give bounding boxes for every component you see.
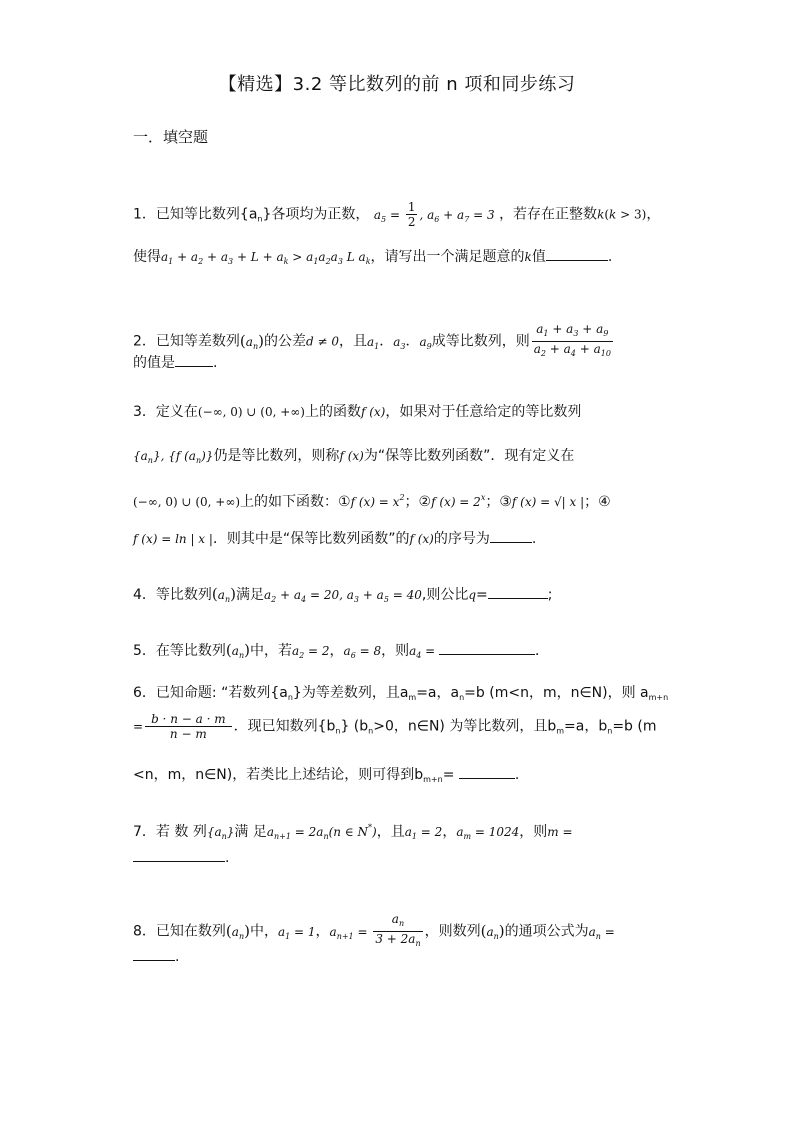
question-2-line-2: 的值是 . — [133, 352, 217, 373]
q1-formula-inequality: $a_1 + a_2 + a_3 + L + a_k > a_1a_2a_3$ L $a_k$ — [161, 250, 371, 266]
q1-formula-k: k — [597, 207, 605, 222]
q2-fraction: $\frac{a_1 + a_3 + a_9}{a_2 + a_4 + a_{10}}$ — [533, 322, 611, 358]
question-1-line-2: 使得$a_1 + a_2 + a_3 + L + a_k > a_1a_2a_3$ L $a_k$，请写出一个满足题意的k值 . — [133, 246, 612, 272]
question-4: 4．等比数列$(a_n)$满足$a_2 + a_4 = 20$, $a_3 + a_5 = 40$,则公比q= ; — [133, 585, 553, 604]
q1-answer-blank[interactable] — [546, 246, 608, 261]
q8-answer-blank[interactable] — [133, 946, 175, 961]
q1-formula-a5: $a_5$ = — [373, 207, 404, 224]
question-6-line-2: = $\frac{b \cdot n - a \cdot m}{n - m}$ ．现已知数列$\{b_n\}$ ($b_n>0$，n∈N) 为等比数列，且$b_m=a$，$b_n=b$ (m — [133, 712, 657, 741]
question-6-line-3: <n，m，n∈N)，若类比上述结论，则可得到$b_{m+n}=$ . — [133, 764, 519, 790]
question-8-line-1: 8．已知在数列$(a_n)$中，$a_1 = 1$，$a_{n+1}$ = $\frac{a_n}{3 + 2a_n}$ ，则数列$(a_n)$的通项公式为$a_n$ = — [133, 912, 615, 951]
q2-answer-blank[interactable] — [175, 352, 213, 367]
q3-answer-blank[interactable] — [490, 528, 532, 543]
q5-answer-blank[interactable] — [439, 640, 535, 655]
question-5: 5．在等比数列$(a_n)$中，若$a_2 = 2$，$a_6 = 8$，则$a_4$ = ． — [133, 641, 550, 660]
q7-answer-blank[interactable] — [133, 847, 225, 862]
question-3-line-2: $\{a_n\}$, {f $(a_n)$}仍是等比数列，则称f (x)为“保等比数列函数”．现有定义在 — [133, 448, 575, 465]
question-2-line-1: 2．已知等差数列$(a_n)$的公差d ≠ 0，且$a_1$．$a_3$．$a_9$成等比数列，则 $\frac{a_1 + a_3 + a_9}{a_2 + a_4 + a_{10}}$ — [133, 322, 615, 361]
section-heading: 一．填空题 — [133, 128, 209, 146]
q1-formula-a6a7: , $a_6 + a_7 = 3$ — [419, 207, 495, 224]
question-7-line-1: 7．若 数 列$\{a_n\}$满 足$a_{n+1} = 2a_n(n$ ∈ N*)，且$a_1 = 2$，$a_m = 1024$，则m = — [133, 823, 573, 841]
question-1-line-1: 1．已知等比数列$\{a_n\}$各项均为正数， $a_5$ = $\frac{1}{2}$ , $a_6 + a_7 = 3$ ，若存在正整数k(k > 3)， — [133, 200, 661, 229]
question-7-line-2: . — [133, 847, 229, 868]
q8-fraction: $\frac{a_n}{3 + 2a_n}$ — [375, 912, 421, 948]
question-3-line-1: 3．定义在(−∞, 0) ∪ (0, +∞)上的函数f (x)，如果对于任意给定的等比数列 — [133, 404, 582, 420]
question-8-line-2: . — [133, 946, 179, 967]
q4-answer-blank[interactable] — [488, 584, 548, 599]
question-3-line-3: (−∞, 0) ∪ (0, +∞)上的如下函数：①f $(x) = x^2$；②f $(x) = 2^x$；③f (x) = √| x |；④ — [133, 493, 611, 510]
q6-fraction: $\frac{b \cdot n - a \cdot m}{n - m}$ — [145, 712, 232, 741]
q6-answer-blank[interactable] — [459, 764, 515, 779]
q1-fraction-half: $\frac{1}{2}$ — [407, 200, 416, 229]
page-title: 【精选】3.2 等比数列的前 n 项和同步练习 — [218, 74, 576, 95]
question-6-line-1: 6．已知命题: “若数列$\{a_n\}$为等差数列，且$a_m=a$，$a_n=b$ (m<n，m，n∈N)，则 $a_{m+n}$ — [133, 685, 669, 702]
question-3-line-4: f (x) = ln | x |．则其中是“保等比数列函数”的f (x)的序号为 . — [133, 528, 536, 549]
